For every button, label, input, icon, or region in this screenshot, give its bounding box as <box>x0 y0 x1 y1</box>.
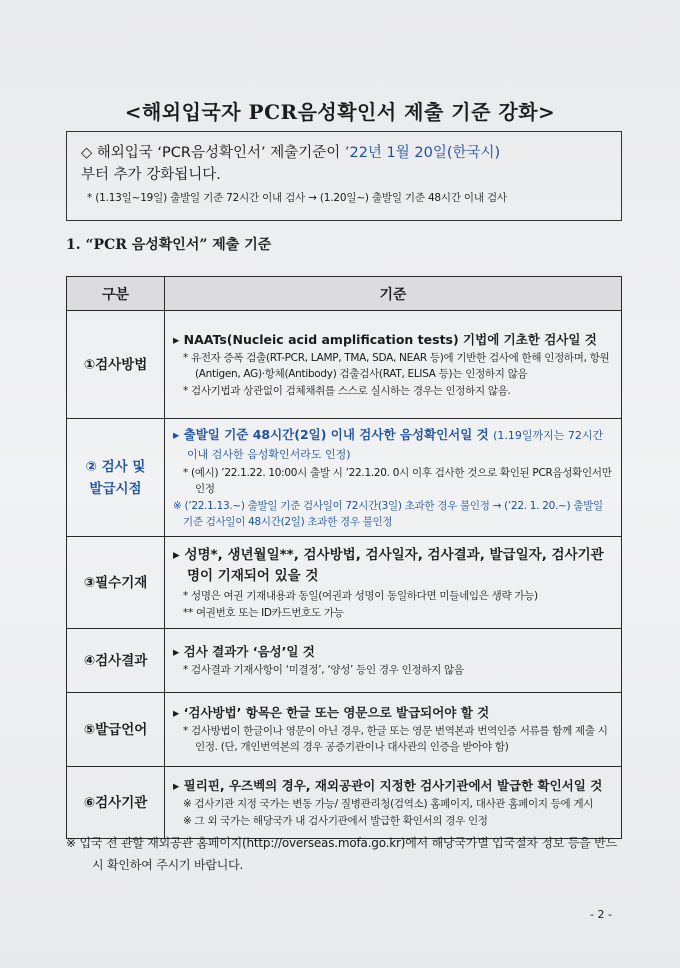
row-criteria <box>165 629 622 693</box>
row-criteria <box>165 419 622 537</box>
row-category: ①검사방법 <box>67 311 165 419</box>
row-main-criterion: ▸ 성명*, 생년월일**, 검사방법, 검사일자, 검사결과, 발급일자, 검사기관명이 기재되어 있을 것 <box>173 546 604 584</box>
row-sub-note: ※ 검사기관 지정 국가는 변동 가능/ 질병관리청(검역소) 홈페이지, 대사관 홈페이지 등에 게시 <box>183 797 594 810</box>
row-main-criterion: ▸ ‘검사방법’ 항목은 한글 또는 영문으로 발급되어야 할 것 <box>173 705 490 720</box>
row-sub-note: * 성명은 여권 기재내용과 동일(여권과 성명이 동일하다면 미들네임은 생략 가능) <box>183 589 538 602</box>
row-change-note: ※ (’22.1.13.~) 출발일 기준 검사일이 72시간(3일) 초과한 경우 불인정 → (’22. 1. 20.~) 출발일 기준 검사일이 48시간(2일) 초과한 경우 불인정 <box>173 499 603 528</box>
document-title: <해외입국자 PCR음성확인서 제출 기준 강화> <box>124 100 556 124</box>
row-category <box>67 419 165 537</box>
notice-date: ’22년 1월 20일(한국시) <box>344 145 501 161</box>
diamond-icon: ◇ <box>81 145 93 161</box>
row-category: ⑥검사기관 <box>67 767 165 839</box>
row-criteria <box>165 693 622 767</box>
row-main-criterion: ▸ NAATs(Nucleic acid amplification tests) 기법에 기초한 검사일 것 <box>173 331 597 347</box>
header-category: 구분 <box>67 277 165 311</box>
row-main-criterion: ▸ 필리핀, 우즈벡의 경우, 재외공관이 지정한 검사기관에서 발급한 확인서일 것 <box>173 777 603 793</box>
row-category-line: ② 검사 및 <box>85 458 146 475</box>
notice-sub-text: * (1.13일~19일) 출발일 기준 72시간 이내 검사 → (1.20일~) 출발일 기준 48시간 이내 검사 <box>87 192 507 204</box>
row-sub-note: * 검사기법과 상관없이 검체채취를 스스로 실시하는 경우는 인정하지 않음. <box>183 384 511 397</box>
notice-text-after: 부터 추가 강화됩니다. <box>81 167 221 183</box>
table-row <box>67 419 622 537</box>
row-sub-note: * 유전자 증폭 검출(RT-PCR, LAMP, TMA, SDA, NEAR 등)에 기반한 검사에 한해 인정하며, 항원(Antigen, AG)·항체(Antibody) 검출검사(RAT, ELISA 등)는 인정하지 않음 <box>183 351 610 380</box>
table-row <box>67 629 622 693</box>
row-category: ⑤발급언어 <box>67 693 165 767</box>
row-sub-note: ※ 그 외 국가는 해당국가 내 검사기관에서 발급한 확인서의 경우 인정 <box>183 814 488 827</box>
row-main-note: (1.19일까지는 72시간 이내 검사한 음성확인서라도 인정) <box>187 428 604 461</box>
row-sub-note: * 검사결과 기재사항이 ‘미결정’, ‘양성’ 등인 경우 인정하지 않음 <box>183 664 464 676</box>
notice-box <box>66 131 622 221</box>
notice-main-text <box>81 142 611 186</box>
row-main-text: ▸ 출발일 기준 48시간(2일) 이내 검사한 음성확인서일 것 <box>173 426 489 442</box>
section-heading: 1. “PCR 음성확인서” 제출 기준 <box>66 237 272 253</box>
table-header-row <box>67 277 622 311</box>
row-criteria <box>165 537 622 629</box>
footer-note: ※ 입국 전 관할 재외공관 홈페이지(http://overseas.mofa.go.kr)에서 해당국가별 입국절차 정보 등을 반드시 확인하여 주시기 바랍니다. <box>66 836 617 872</box>
row-sub-note: ** 여권번호 또는 ID카드번호도 가능 <box>183 606 344 619</box>
row-category: ③필수기재 <box>67 537 165 629</box>
row-main-criterion: ▸ 검사 결과가 ‘음성’일 것 <box>173 644 315 659</box>
row-sub-note: * 검사방법이 한글이나 영문이 아닌 경우, 한글 또는 영문 번역본과 번역인증 서류를 함께 제출 시 인정. (단, 개인번역본의 경우 공증기관이나 대사관의 인증을 받아야 함) <box>183 725 608 753</box>
page-number: - 2 - <box>590 908 612 921</box>
row-main-criterion <box>173 426 613 464</box>
table-row <box>67 767 622 839</box>
row-criteria <box>165 767 622 839</box>
notice-text-before: 해외입국 ‘PCR음성확인서’ 제출기준이 <box>96 145 345 161</box>
table-row <box>67 693 622 767</box>
row-category: ④검사결과 <box>67 629 165 693</box>
header-criteria: 기준 <box>165 277 622 311</box>
table-row <box>67 537 622 629</box>
table-row <box>67 311 622 419</box>
row-category-line: 발급시점 <box>89 480 142 497</box>
criteria-table <box>66 276 622 839</box>
row-criteria <box>165 311 622 419</box>
row-sub-note: * (예시) ’22.1.22. 10:00시 출발 시 ’22.1.20. 0시 이후 검사한 것으로 확인된 PCR음성확인서만 인정 <box>183 466 612 495</box>
